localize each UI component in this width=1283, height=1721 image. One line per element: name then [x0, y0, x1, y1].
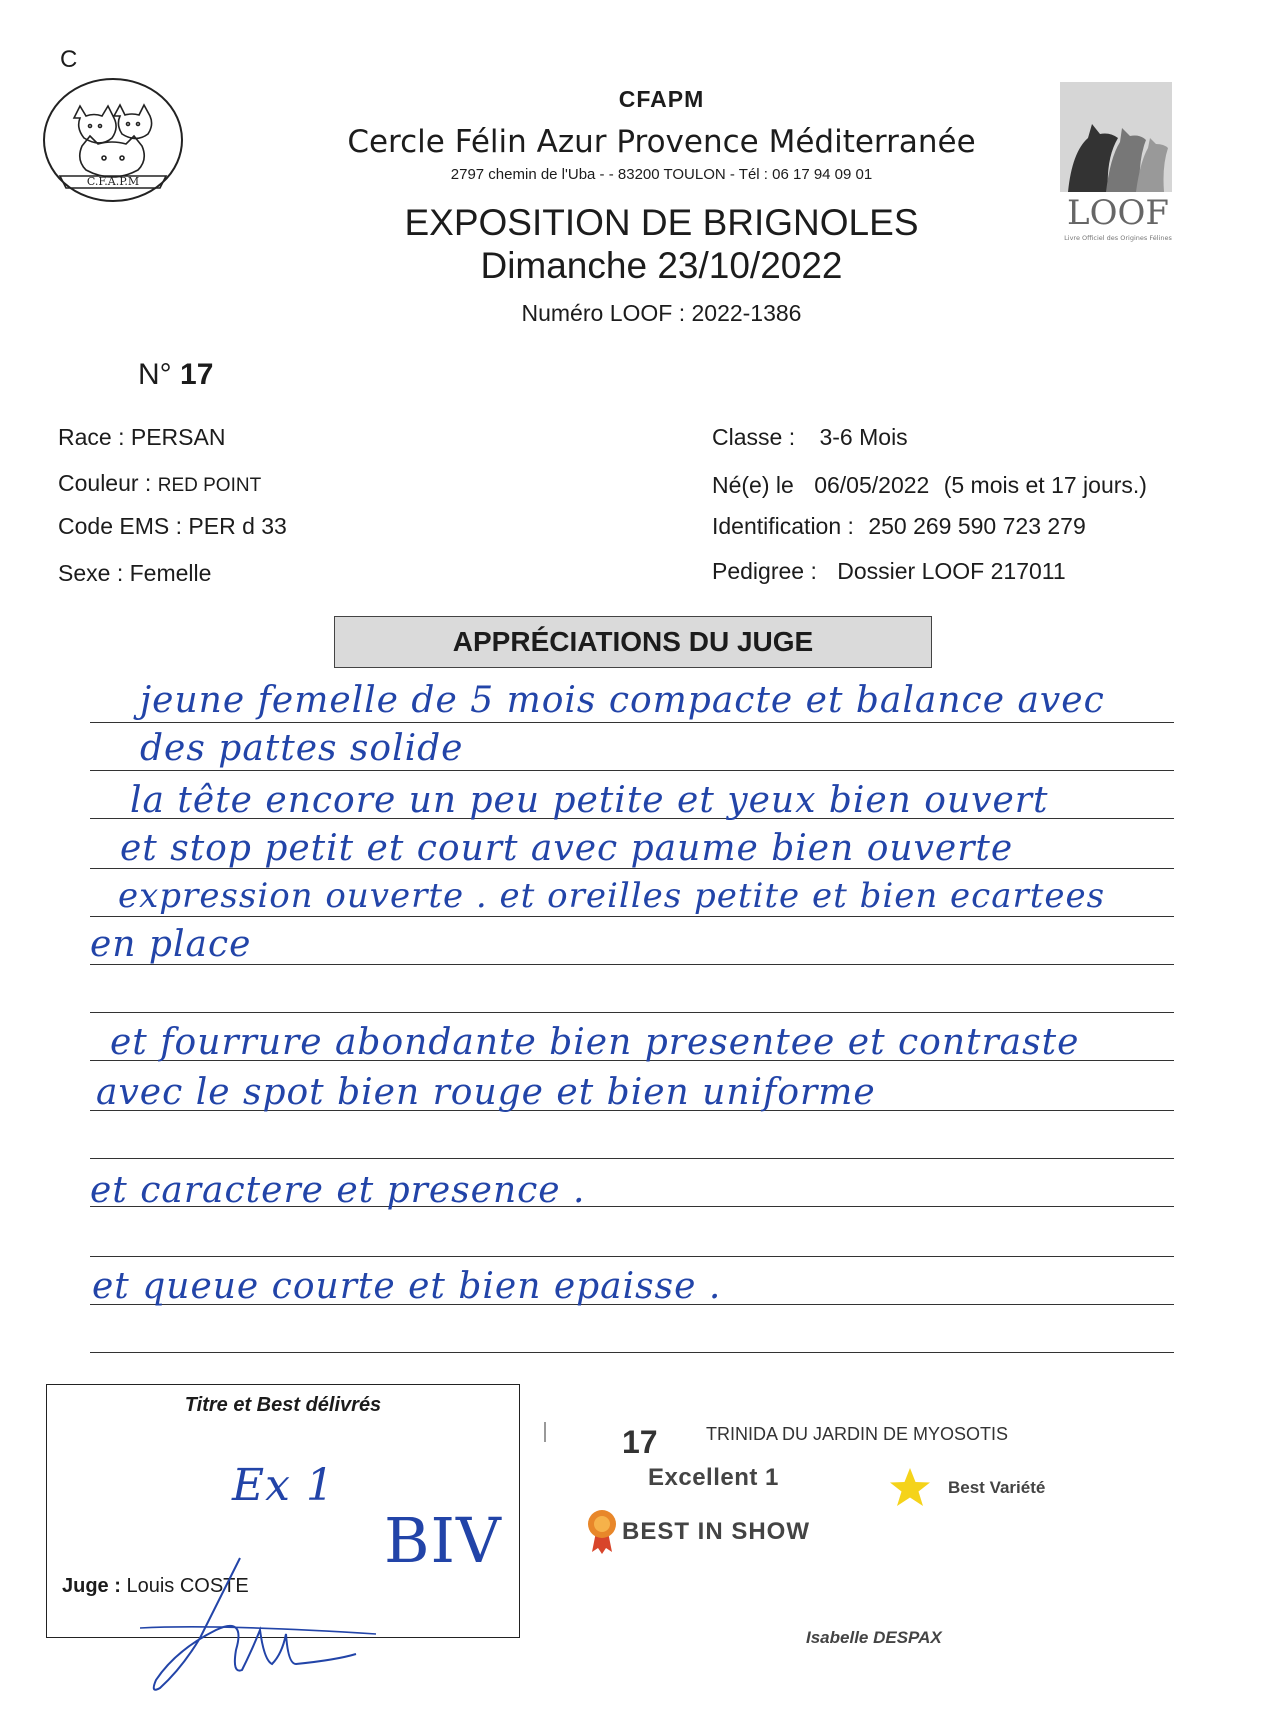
handwritten-line-9: avec le spot bien rouge et bien uniforme — [96, 1072, 876, 1113]
ident-value: 250 269 590 723 279 — [868, 513, 1086, 539]
club-logo-text: C.F.A.P.M — [86, 175, 140, 188]
corner-mark: C — [60, 46, 78, 73]
sticker-best-variety: Best Variété — [948, 1478, 1046, 1497]
handwritten-best-variety: BIV — [384, 1504, 502, 1577]
ruled-line — [90, 1352, 1174, 1353]
ruled-line — [90, 1158, 1174, 1159]
classe-label: Classe : — [712, 424, 796, 450]
club-abbreviation: CFAPM — [618, 86, 705, 112]
ruled-line — [90, 1256, 1174, 1257]
loof-logo-subtext: Livre Officiel des Origines Félines — [1064, 234, 1172, 242]
appreciations-heading: APPRÉCIATIONS DU JUGE — [334, 616, 932, 668]
loof-logo-text: LOOF — [1067, 193, 1169, 233]
birth-date: 06/05/2022 — [814, 472, 930, 498]
handwritten-line-5: expression ouverte . et oreilles petite et bien ecartees — [118, 876, 1106, 916]
handwritten-line-3: la tête encore un peu petite et yeux bien ouvert — [130, 780, 1049, 821]
sexe-value: Femelle — [129, 560, 212, 586]
juge-name: Louis COSTE — [126, 1575, 249, 1597]
judge-signature — [140, 1548, 380, 1698]
event-date: Dimanche 23/10/2022 — [480, 245, 843, 286]
race-field — [58, 424, 225, 451]
ruled-line — [90, 916, 1174, 917]
race-value: PERSAN — [130, 424, 226, 450]
birth-field — [712, 472, 1147, 499]
ems-label: Code EMS : — [58, 513, 182, 539]
sticker-cat-name: TRINIDA DU JARDIN DE MYOSOTIS — [706, 1424, 1009, 1444]
club-name: Cercle Félin Azur Provence Méditerranée — [347, 124, 976, 160]
pedigree-value: Dossier LOOF 217011 — [837, 558, 1066, 584]
club-address: 2797 chemin de l'Uba - - 83200 TOULON - Tél : 06 17 94 09 01 — [450, 166, 873, 183]
handwritten-line-8: et fourrure abondante bien presentee et contraste — [110, 1022, 1080, 1063]
ems-value: PER d 33 — [188, 513, 287, 539]
juge-label: Juge : — [62, 1575, 121, 1597]
birth-label: Né(e) le — [712, 472, 794, 498]
birth-age: (5 mois et 17 jours.) — [943, 472, 1147, 498]
classe-value: 3-6 Mois — [819, 424, 908, 450]
sticker-judge: Isabelle DESPAX — [806, 1628, 942, 1647]
couleur-value: RED POINT — [157, 475, 262, 496]
ident-field — [712, 513, 1086, 540]
handwritten-line-4: et stop petit et court avec paume bien ouverte — [120, 828, 1014, 869]
ems-field — [58, 513, 287, 540]
race-label: Race : — [58, 424, 125, 450]
sticker-award: Excellent 1 — [648, 1464, 779, 1491]
ruled-line — [90, 722, 1174, 723]
entry-number — [138, 358, 213, 392]
handwritten-line-6: en place — [90, 924, 252, 965]
ruled-line — [90, 1012, 1174, 1013]
handwritten-award: Ex 1 — [232, 1460, 335, 1511]
sticker-number: 17 — [622, 1424, 658, 1460]
handwritten-line-2: des pattes solide — [140, 728, 464, 769]
ruled-line — [90, 770, 1174, 771]
handwritten-line-1: jeune femelle de 5 mois compacte et balance avec — [140, 680, 1105, 721]
handwritten-line-13: et queue courte et bien epaisse . — [92, 1266, 722, 1307]
rosette-icon — [586, 1508, 618, 1554]
couleur-label: Couleur : — [58, 470, 152, 496]
couleur-field — [58, 470, 261, 497]
handwritten-line-11: et caractere et presence . — [90, 1170, 586, 1211]
event-title: EXPOSITION DE BRIGNOLES — [404, 202, 919, 243]
sexe-field — [58, 560, 211, 587]
star-icon — [888, 1466, 932, 1510]
pedigree-field — [712, 558, 1066, 585]
pedigree-label: Pedigree : — [712, 558, 817, 584]
entry-number-label: N° — [138, 358, 172, 391]
sticker-best-in-show: BEST IN SHOW — [622, 1518, 811, 1545]
sexe-label: Sexe : — [58, 560, 124, 586]
classe-field — [712, 424, 908, 451]
entry-number-value: 17 — [180, 358, 214, 391]
ruled-line — [90, 964, 1174, 965]
loof-number: Numéro LOOF : 2022-1386 — [521, 300, 802, 326]
ident-label: Identification : — [712, 513, 854, 539]
divider-mark — [544, 1422, 546, 1442]
titre-heading: Titre et Best délivrés — [184, 1394, 382, 1416]
